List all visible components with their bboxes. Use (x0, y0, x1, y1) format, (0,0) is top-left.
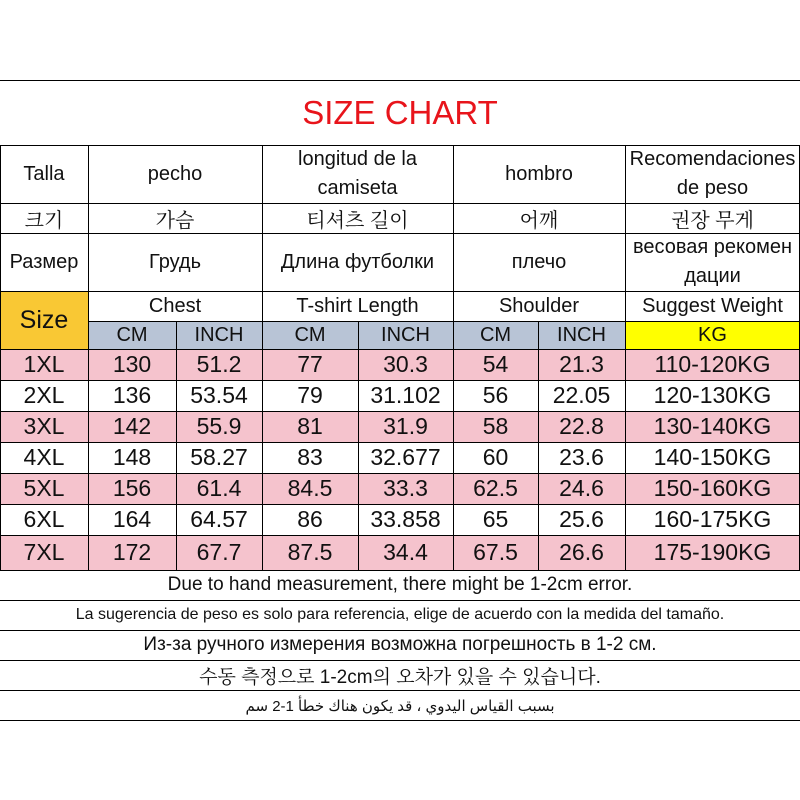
cell-chest-inch: 55.9 (196, 413, 242, 439)
header-length-ru: Длина футболки (280, 250, 435, 273)
header-shoulder-ko: 어깨 (519, 209, 559, 232)
header-shoulder-ru: плечо (511, 250, 567, 273)
rule (0, 145, 800, 146)
rule (538, 321, 539, 570)
cell-length-cm: 77 (297, 351, 323, 377)
cell-size: 7XL (23, 539, 65, 565)
rule (358, 321, 359, 570)
cell-weight: 160-175KG (653, 506, 772, 532)
cell-length-cm: 86 (297, 506, 323, 532)
note-spanish: La sugerencia de peso es solo para referencia, elige de acuerdo con la medida del tamaño. (75, 606, 725, 623)
cell-weight: 130-140KG (653, 413, 772, 439)
cell-length-cm: 79 (297, 382, 323, 408)
cell-chest-inch: 51.2 (196, 351, 242, 377)
cell-size: 3XL (23, 413, 65, 439)
unit-shoulder-inch: INCH (538, 321, 625, 349)
rule (0, 411, 800, 412)
cell-shoulder-cm: 58 (482, 413, 509, 439)
header-weight-es: Recomendaciones de peso (629, 148, 796, 199)
cell-chest-cm: 136 (112, 382, 152, 408)
cell-length-inch: 33.3 (383, 475, 428, 501)
cell-shoulder-cm: 62.5 (473, 475, 518, 501)
rule (0, 291, 800, 292)
cell-shoulder-cm: 67.5 (473, 539, 518, 565)
cell-shoulder-cm: 56 (482, 382, 509, 408)
note-arabic: بسبب القياس اليدوي ، قد يكون هناك خطأ 1-2 سم (245, 697, 555, 715)
header-size-en: Size (0, 291, 88, 349)
table-row (0, 535, 800, 570)
cell-chest-cm: 142 (112, 413, 152, 439)
header-length-en: T-shirt Length (296, 294, 419, 317)
header-chest-es: pecho (147, 162, 203, 185)
cell-length-cm: 81 (297, 413, 323, 439)
rule (0, 600, 800, 601)
header-chest-ru: Грудь (148, 250, 202, 273)
header-chest-en: Chest (148, 294, 202, 317)
rule (0, 473, 800, 474)
cell-weight: 120-130KG (653, 382, 772, 408)
cell-shoulder-inch: 22.05 (552, 382, 611, 408)
unit-chest-inch: INCH (176, 321, 262, 349)
cell-chest-inch: 64.57 (190, 506, 248, 532)
cell-shoulder-inch: 24.6 (559, 475, 604, 501)
cell-shoulder-cm: 54 (482, 351, 509, 377)
rule (88, 321, 800, 322)
header-chest-ko: 가슴 (155, 209, 195, 232)
cell-size: 5XL (23, 475, 65, 501)
rule (0, 630, 800, 631)
cell-length-cm: 83 (297, 444, 323, 470)
page-title: SIZE CHART (302, 93, 498, 131)
cell-length-inch: 33.858 (370, 506, 441, 532)
cell-chest-inch: 67.7 (196, 539, 242, 565)
cell-weight: 175-190KG (653, 539, 772, 565)
cell-chest-cm: 172 (112, 539, 152, 565)
rule (0, 535, 800, 536)
header-shoulder-en: Shoulder (498, 294, 580, 317)
table-row (0, 442, 800, 473)
header-weight-ru: весовая рекомендации (632, 236, 793, 287)
table-row (0, 411, 800, 442)
cell-chest-inch: 58.27 (190, 444, 248, 470)
cell-length-cm: 84.5 (287, 475, 333, 501)
unit-length-inch: INCH (358, 321, 453, 349)
cell-length-inch: 34.4 (383, 539, 428, 565)
note-english: Due to hand measurement, there might be 1-2cm error. (167, 574, 633, 595)
note-russian: Из-за ручного измерения возможна погрешность в 1-2 см. (143, 634, 657, 655)
header-size-ko: 크기 (24, 209, 64, 232)
header-weight-en: Suggest Weight (642, 294, 783, 317)
cell-length-inch: 31.102 (370, 382, 441, 408)
header-length-ko: 티셔츠 길이 (306, 209, 409, 232)
unit-shoulder-cm: CM (453, 321, 538, 349)
rule (0, 349, 800, 350)
rule (0, 233, 800, 234)
rule (0, 690, 800, 691)
rule (0, 660, 800, 661)
cell-chest-cm: 164 (112, 506, 152, 532)
cell-shoulder-inch: 23.6 (559, 444, 604, 470)
cell-length-cm: 87.5 (287, 539, 333, 565)
cell-size: 2XL (23, 382, 65, 408)
cell-weight: 150-160KG (653, 475, 772, 501)
rule (0, 570, 800, 571)
cell-chest-inch: 53.54 (190, 382, 248, 408)
table-row (0, 504, 800, 535)
unit-length-cm: CM (262, 321, 358, 349)
rule (0, 720, 800, 721)
rule (176, 321, 177, 570)
rule (0, 504, 800, 505)
rule (625, 145, 626, 570)
cell-shoulder-cm: 60 (482, 444, 509, 470)
cell-shoulder-inch: 22.8 (559, 413, 604, 439)
cell-size: 4XL (23, 444, 65, 470)
cell-chest-cm: 156 (112, 475, 152, 501)
header-shoulder-es: hombro (505, 162, 573, 185)
header-length-es: longitud de la camiseta (298, 148, 417, 199)
cell-size: 1XL (23, 351, 65, 377)
cell-chest-inch: 61.4 (196, 475, 242, 501)
table-row (0, 349, 800, 380)
size-chart-sheet (0, 80, 800, 721)
cell-shoulder-inch: 26.6 (559, 539, 604, 565)
cell-chest-cm: 148 (112, 444, 152, 470)
rule (0, 145, 1, 570)
rule (0, 80, 800, 81)
cell-shoulder-inch: 21.3 (559, 351, 604, 377)
cell-shoulder-cm: 65 (482, 506, 509, 532)
unit-weight-kg: KG (625, 321, 800, 349)
cell-weight: 140-150KG (653, 444, 772, 470)
header-weight-ko: 권장 무게 (671, 209, 754, 232)
rule (88, 145, 89, 570)
table-row (0, 473, 800, 504)
cell-shoulder-inch: 25.6 (559, 506, 604, 532)
header-size-es: Talla (23, 162, 65, 185)
cell-chest-cm: 130 (112, 351, 152, 377)
cell-length-inch: 32.677 (370, 444, 441, 470)
note-korean: 수동 측정으로 1-2cm의 오차가 있을 수 있습니다. (199, 666, 601, 688)
header-size-ru: Размер (9, 250, 79, 273)
cell-length-inch: 30.3 (383, 351, 428, 377)
table-row (0, 380, 800, 411)
rule (0, 203, 800, 204)
cell-weight: 110-120KG (654, 351, 771, 377)
rule (453, 145, 454, 570)
rule (262, 145, 263, 570)
cell-length-inch: 31.9 (383, 413, 428, 439)
rule (0, 380, 800, 381)
cell-size: 6XL (23, 506, 65, 532)
unit-chest-cm: CM (88, 321, 176, 349)
rule (0, 442, 800, 443)
